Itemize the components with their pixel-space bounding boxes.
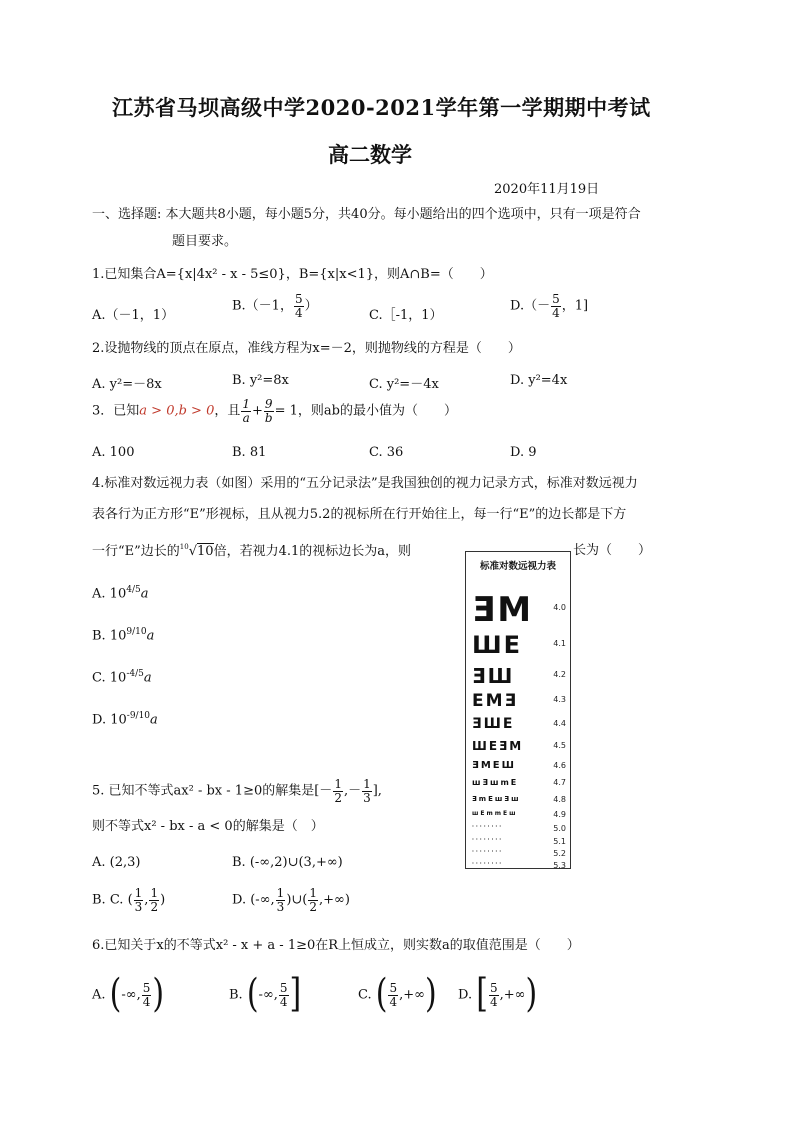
vision-chart-value: 4.2 (553, 669, 566, 679)
section-heading-cont: 题目要求。 (172, 234, 238, 249)
vision-chart-optotypes: ········ (472, 837, 504, 843)
question-4-line3-tail: 长为（ ） (573, 543, 652, 558)
vision-chart-value: 4.7 (553, 778, 566, 787)
vision-chart-title: 标准对数远视力表 (479, 561, 556, 572)
vision-chart-optotypes: ········ (472, 824, 504, 830)
vision-chart-value: 4.8 (553, 795, 566, 804)
vision-chart (465, 551, 571, 869)
vision-chart-value: 4.3 (553, 695, 566, 704)
vision-chart-value: 4.4 (553, 718, 566, 728)
exam-subtitle: 高二数学 (328, 142, 412, 167)
vision-chart-optotypes: ƎM (472, 590, 534, 630)
vision-chart-value: 5.2 (553, 849, 566, 858)
vision-chart-optotypes: ········ (472, 849, 504, 855)
question-4-line2: 表各行为正方形“E”形视标，且从视力5.2的视标所在行开始往上，每一行“E”的边长都是下方 (92, 507, 627, 522)
q1-option-d: D.（－ $\frac{5}{4}$ ，1] (510, 292, 589, 320)
question-2: 2.设抛物线的顶点在原点，准线方程为x=－2，则抛物线的方程是（ ） (92, 341, 521, 356)
question-1: 1.已知集合A={x|4x² - x - 5≤0}，B={x|x<1}，则A∩B=（ ） (92, 267, 493, 282)
q3-option-b: B. 81 (232, 445, 267, 460)
vision-chart-value: 4.1 (553, 638, 566, 648)
q5-option-a: A. (2,3) (92, 855, 141, 870)
vision-chart-optotypes: ШEƎM (472, 739, 524, 753)
question-4-line1: 4.标准对数远视力表（如图）采用的“五分记录法”是我国独创的视力记录方式，标准对数远视力 (92, 476, 638, 491)
question-5-line2: 则不等式x² - bx - a < 0的解集是（ ） (92, 819, 324, 834)
q1-option-b: B.（－1， $\frac{5}{4}$ ） (232, 292, 318, 320)
q3-option-c: C. 36 (369, 445, 404, 460)
vision-chart-value: 4.5 (553, 740, 566, 750)
exam-date: 2020年11月19日 (494, 182, 600, 197)
q4-option-c: C. $10^{-4/5}a$ (92, 669, 152, 686)
q6-option-a: A. (-∞, $\frac{5}{4}$ ) (92, 971, 165, 1018)
vision-chart-value: 4.9 (553, 810, 566, 819)
vision-chart-value: 5.3 (553, 861, 566, 870)
q4-option-a: A. $10^{4/5}a$ (92, 585, 149, 602)
question-3: 3．已知a > 0,b > 0，且 $\frac{1}{a}$ + $\frac{9}{b}$ = 1，则ab的最小值为（ ） (92, 397, 457, 425)
vision-chart-value: 5.1 (553, 837, 566, 846)
q2-option-a: A. y²=－8x (92, 377, 162, 392)
vision-chart-optotypes: ƎШE (472, 716, 515, 732)
vision-chart-optotypes: ШE (472, 631, 523, 659)
question-5-line1: 5. 已知不等式ax² - bx - 1≥0的解集是[－ $\frac{1}{2}$ ,－ $\frac{1}{3}$ ], (92, 777, 382, 805)
q4-option-b: B. $10^{9/10}a$ (92, 627, 155, 644)
q2-option-d: D. y²=4x (510, 373, 568, 388)
exam-title: 江苏省马坝高级中学2020-2021学年第一学期期中考试 (112, 95, 651, 120)
q1-option-a: A.（－1，1） (92, 308, 175, 323)
vision-chart-value: 4.6 (553, 760, 566, 770)
question-6: 6.已知关于x的不等式x² - x + a - 1≥0在R上恒成立，则实数a的取值范围是（ ） (92, 938, 580, 953)
section-heading: 一、选择题: 本大题共8小题，每小题5分，共40分。每小题给出的四个选项中，只有一项是符合 (92, 207, 641, 222)
q5-option-c: B. C. ( $\frac{1}{3}$ , $\frac{1}{2}$ ) (92, 886, 166, 914)
vision-chart-optotypes: ƎMEШ (472, 760, 516, 771)
q6-option-c: C. ( $\frac{5}{4}$ ,+∞) (358, 971, 437, 1018)
q5-option-b: B. (-∞,2)∪(3,+∞) (232, 855, 343, 870)
vision-chart-optotypes: шƎшmE (472, 778, 519, 787)
q6-option-d: D. [ $\frac{5}{4}$ ,+∞) (458, 971, 538, 1018)
q1-option-c: C.［-1，1） (369, 308, 443, 323)
q3-option-d: D. 9 (510, 445, 537, 460)
vision-chart-value: 4.0 (553, 602, 566, 612)
vision-chart-value: 5.0 (553, 824, 566, 833)
question-4-line3: 一行“E”边长的$^{10}$√10倍，若视力4.1的视标边长为a，则 (92, 543, 411, 559)
vision-chart-optotypes: шEmmEш (472, 810, 518, 817)
q5-option-d: D. (-∞, $\frac{1}{3}$ )∪( $\frac{1}{2}$ ,+∞) (232, 886, 350, 914)
vision-chart-optotypes: ƎШ (472, 664, 515, 688)
q2-option-c: C. y²=－4x (369, 377, 439, 392)
q4-option-d: D. $10^{-9/10}a$ (92, 711, 158, 728)
q6-option-b: B. (-∞, $\frac{5}{4}$ ] (229, 971, 302, 1018)
vision-chart-optotypes: ········ (472, 861, 504, 867)
q3-option-a: A. 100 (92, 445, 135, 460)
vision-chart-optotypes: ƎmEшƎш (472, 795, 521, 803)
q2-option-b: B. y²=8x (232, 373, 289, 388)
vision-chart-optotypes: EMƎ (472, 691, 519, 711)
